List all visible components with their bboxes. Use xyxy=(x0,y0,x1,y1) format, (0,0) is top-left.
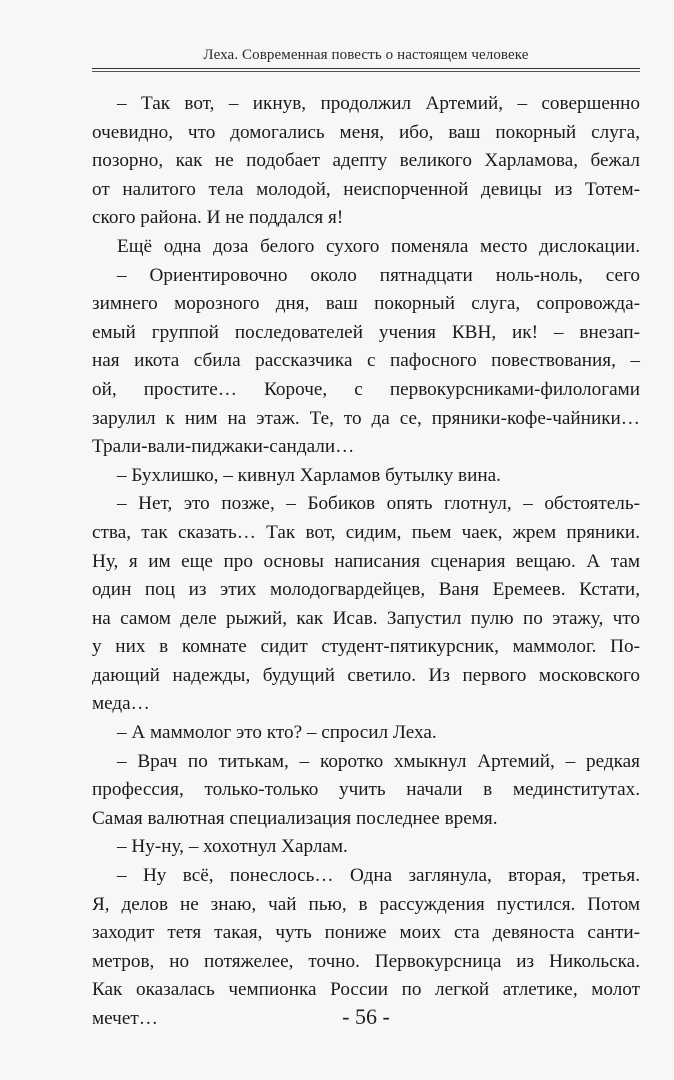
text-line: зарулил к ним на этаж. Те, то да се, пряники-кофе-чайники… xyxy=(92,407,640,429)
text-line: Я, делов не знаю, чай пью, в рассуждения пустился. Потом xyxy=(92,893,640,915)
text-line: метров, но потяжелее, точно. Первокурсница из Никольска. xyxy=(92,950,640,972)
page-number: - 56 - xyxy=(342,1004,390,1029)
text-line: – Ну-ну, – хохотнул Харлам. xyxy=(117,836,348,858)
text-line: Ещё одна доза белого сухого поменяла место дислокации. xyxy=(117,235,640,257)
text-line: от налитого тела молодой, неиспорченной девицы из Тотем- xyxy=(92,178,640,200)
text-line: ой, простите… Короче, с первокурсниками-филологами xyxy=(92,378,640,400)
text-line: емый группой последователей учения КВН, ик! – внезап- xyxy=(92,321,640,343)
text-line: – Бухлишко, – кивнул Харламов бутылку вина. xyxy=(117,464,501,486)
body-text xyxy=(92,90,640,1034)
text-line: – Так вот, – икнув, продолжил Артемий, – совершенно xyxy=(117,93,640,114)
text-line: профессия, только-только учить начали в мединститутах. xyxy=(92,779,640,801)
text-line: Как оказалась чемпионка России по легкой атлетике, молот xyxy=(92,979,640,1001)
text-line: позорно, как не подобает адепту великого Харламова, бежал xyxy=(92,150,640,172)
text-line: меда… xyxy=(92,693,150,715)
text-line: дающий надежды, будущий светило. Из первого московского xyxy=(92,664,640,686)
text-line: на самом деле рыжий, как Исав. Запустил пулю по этажу, что xyxy=(92,607,640,629)
running-header: Леха. Современная повесть о настоящем человеке xyxy=(203,47,529,63)
header-rule xyxy=(92,68,640,69)
text-line: Самая валютная специализация последнее время. xyxy=(92,807,498,829)
text-line: Трали-вали-пиджаки-сандали… xyxy=(92,436,355,458)
text-line: ского района. И не поддался я! xyxy=(92,207,344,229)
text-line: Ну, я им еще про основы написания сценария вещаю. А там xyxy=(92,550,640,572)
header-rule-thin xyxy=(92,71,640,72)
text-line: один поц из этих молодогвардейцев, Ваня Еремеев. Кстати, xyxy=(92,579,640,601)
text-line: – Врач по титькам, – коротко хмыкнул Артемий, – редкая xyxy=(117,750,640,772)
text-line: ная икота сбила рассказчика с пафосного повествования, – xyxy=(92,350,640,372)
text-line: – Ориентировочно около пятнадцати ноль-ноль, сего xyxy=(117,264,640,286)
text-line: – А маммолог это кто? – спросил Леха. xyxy=(117,722,437,744)
text-line: зимнего морозного дня, ваш покорный слуга, сопровожда- xyxy=(92,293,640,315)
text-line: очевидно, что домогались меня, ибо, ваш покорный слуга, xyxy=(92,121,640,143)
text-line: мечет… xyxy=(92,1008,158,1029)
text-line: ства, так сказать… Так вот, сидим, пьем чаек, жрем пряники. xyxy=(92,521,640,543)
text-line: – Нет, это позже, – Бобиков опять глотнул, – обстоятель- xyxy=(117,493,640,515)
text-line: – Ну всё, понеслось… Одна заглянула, вторая, третья. xyxy=(117,865,640,887)
text-line: у них в комнате сидит студент-пятикурсник, маммолог. По- xyxy=(92,636,640,658)
text-line: заходит тетя такая, чуть пониже моих ста девяноста санти- xyxy=(92,922,640,944)
